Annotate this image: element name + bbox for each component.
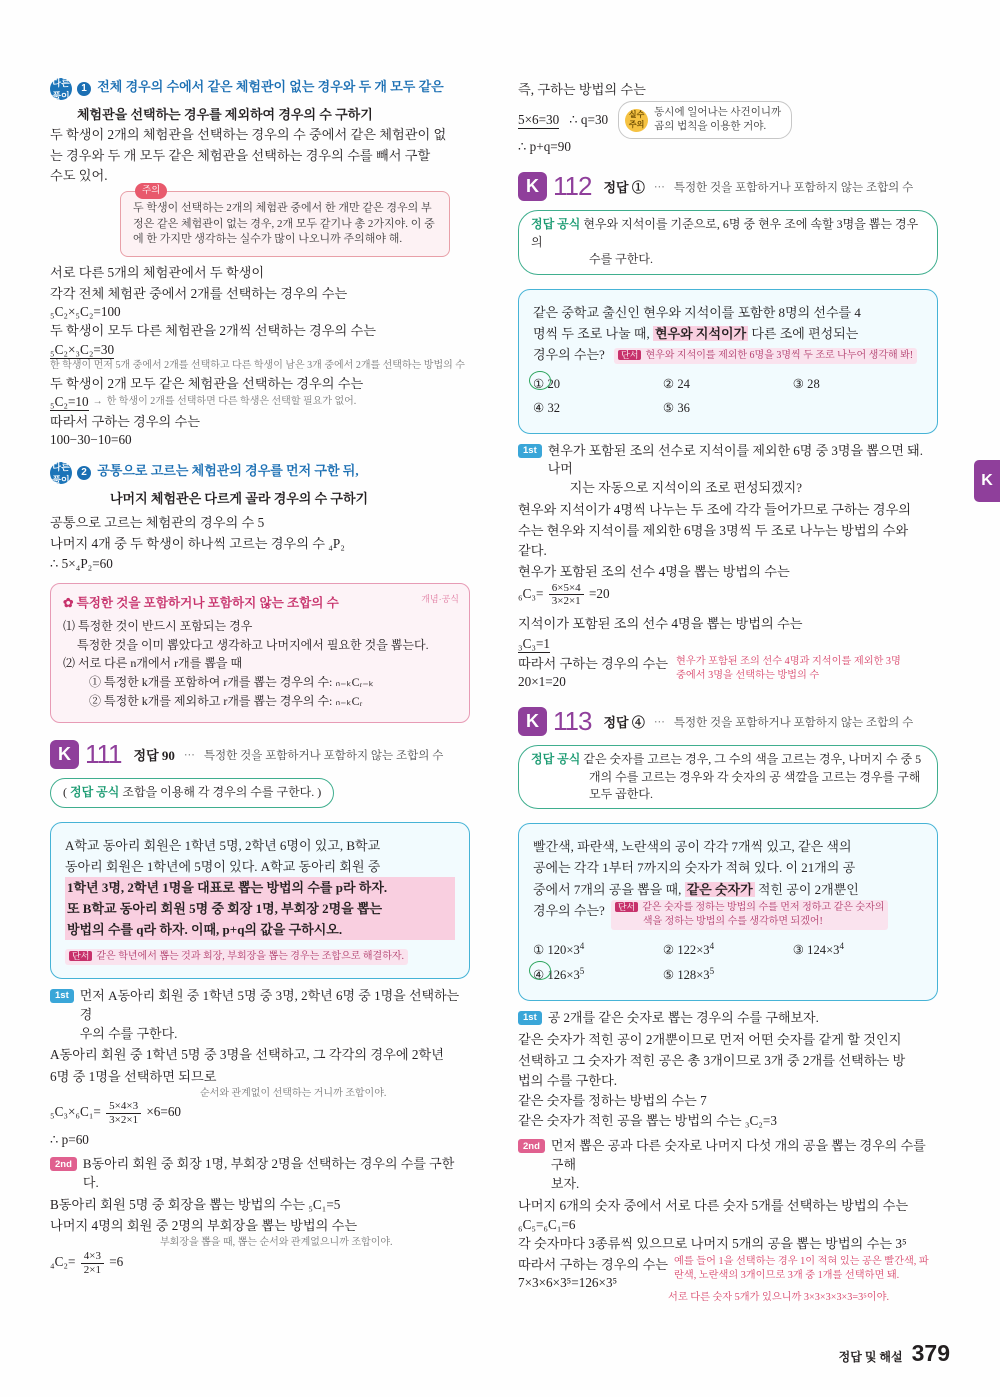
problem-112-header [518, 171, 938, 202]
clue-tag-113: 단서 [615, 902, 638, 912]
b112-2: 수는 현우와 지석이를 제외한 6명을 3명씩 두 조로 나누는 방법의 수와 [518, 523, 909, 539]
stmt113-line-4: 경우의 수는? 단서 같은 숫자를 정하는 방법의 수를 먼저 정하고 같은 숫자의 색을 정하는 방법의 수를 생각하면 되겠어! [533, 900, 923, 930]
problem-number: 111 [85, 739, 122, 770]
s1-line-1: A동아리 회원 중 1학년 5명 중 3명을 선택하고, 그 각각의 경우에 2학년 [50, 1047, 444, 1063]
problem-111-answer: 정답 90 [133, 748, 175, 764]
problem-topic-112: 특정한 것을 포함하거나 포함하지 않는 조합의 수 [673, 181, 914, 194]
note112-1: 현우가 포함된 조의 선수 4명과 지석이를 제외한 3명 [676, 656, 901, 668]
problem-112-statement [518, 289, 938, 434]
alt2-line-3: ∴ 5×₄P₂=60 [50, 556, 113, 572]
alt-solution-1-title-line1: 전체 경우의 수에서 같은 체험관이 없는 경우와 두 개 모두 같은 [97, 79, 444, 94]
alt-solution-1-header [50, 78, 470, 100]
concept-corner-label: 개념·공식 [421, 594, 459, 605]
problem-topic-113: 특정한 것을 포함하거나 포함하지 않는 조합의 수 [673, 716, 914, 729]
alt1-note-1: 한 학생이 먼저 5개 중에서 2개를 선택하고 다른 학생이 남은 3개 중에서 2개를 선택하는 방법의 수 [50, 360, 465, 372]
k-badge: K [50, 740, 79, 769]
k-badge-113: K [518, 707, 547, 736]
problem-111 [50, 739, 470, 1276]
m112-3: 20×1=20 [518, 674, 566, 690]
fraction-112: $\frac{6\times 5\times 4}{3\times 2\times 1}$ [549, 582, 584, 608]
problem-number-113: 113 [553, 706, 592, 737]
clue-tag: 단서 [69, 951, 92, 961]
choice113-1[interactable]: ① $120\times 3^4$ [533, 940, 585, 957]
concept-title: ✿ 특정한 것을 포함하거나 포함하지 않는 조합의 수 [63, 596, 339, 611]
problem-number-112: 112 [553, 171, 592, 202]
s2-note: 부회장을 뽑을 때, 뽑는 순서와 관계없으니까 조합이야. [160, 1237, 393, 1249]
s1-math: ₅C₃×₆C₁= $\frac{5\times 4\times 3}{3\times 2\times 1}$ ×6=60 [50, 1100, 182, 1126]
side-tab-k: K [974, 460, 1000, 502]
clue-111 [65, 945, 455, 966]
answer-value: 90 [161, 748, 175, 764]
m112-1: ₆C₃= $\frac{6\times 5\times 4}{3\times 2\times 1}$ =20 [518, 581, 610, 608]
caution-box [120, 185, 450, 256]
stmt113-line-2: 공에는 각각 1부터 7까지의 숫자가 적혀 있다. 이 21개의 공 [533, 860, 856, 876]
step-1-113-text: 공 2개를 같은 숫자로 뽑는 경우의 수를 구해보자. [547, 1009, 819, 1025]
m113-2: 7×3×6×3⁵=126×3⁵ [518, 1275, 618, 1291]
problem-113 [518, 706, 938, 1305]
stmt-line-4: 또 B학교 동아리 회원 5명 중 회장 1명, 부회장 2명을 뽑는 [65, 898, 455, 919]
b113-8: 따라서 구하는 경우의 수는 [518, 1257, 669, 1273]
right-column [518, 78, 938, 1305]
caution-tag: 주의 [135, 183, 167, 198]
step-2-111 [50, 1155, 470, 1193]
selected-marker [529, 371, 551, 390]
problem-111-statement [50, 822, 470, 979]
alt1-math-1: ₅C₂×₅C₂=100 [50, 303, 121, 319]
choice113-5[interactable]: ⑤ $128\times 3^5$ [662, 966, 715, 983]
concept-box [50, 583, 470, 723]
problem-113-header [518, 706, 938, 737]
dots-113: ⋯ [653, 716, 665, 729]
step-badge-113-2nd: 2nd [518, 1139, 545, 1153]
choice-4[interactable]: ④ 32 [533, 401, 561, 416]
b112-1: 현우와 지석이가 4명씩 나누는 두 조에 각각 들어가므로 구하는 경우의 [518, 502, 911, 518]
step-1-112-text: 현우가 포함된 조의 선수로 지석이를 제외한 6명 중 3명을 뽑으면 돼. 나머 지는 자동으로 지석이의 조로 편성되겠지? [547, 442, 923, 496]
dots: ⋯ [183, 749, 195, 762]
stmt-line-5: 방법의 수를 q라 하자. 이때, p+q의 값을 구하시오. [65, 919, 455, 940]
clue-text: 같은 학년에서 뽑는 것과 회장, 부회장을 뽑는 경우는 조합으로 해결하자. [96, 951, 405, 963]
choice-1[interactable]: ① 20 [533, 372, 663, 396]
clue-tag-112: 단서 [618, 350, 641, 360]
concept-line-4: ① 특정한 k개를 포함하여 r개를 뽑는 경우의 수: ₙ₋ₖCᵣ₋ₖ [89, 675, 374, 689]
s2-math: ₄C₂= $\frac{4\times 3}{2\times 1}$ =6 [50, 1249, 124, 1276]
right-top-block [518, 80, 938, 155]
step-2-text: B동아리 회원 중 회장 1명, 부회장 2명을 선택하는 경우의 수를 구한다. [82, 1156, 455, 1191]
alt2-line-2: 나머지 4개 중 두 학생이 하나씩 고르는 경우의 수 ₄P₂ [50, 535, 345, 551]
clue-text-113a: 같은 숫자를 정하는 방법의 수를 먼저 정하고 같은 숫자의 [642, 901, 885, 913]
concept-line-5: ② 특정한 k개를 제외하고 r개를 뽑는 경우의 수: ₙ₋ₖCᵣ [89, 693, 363, 708]
alt1-note-2: 한 학생이 2개를 선택하면 다른 학생은 선택할 필요가 없어. [106, 396, 357, 408]
page-footer [839, 1340, 950, 1367]
b113-1: 같은 숫자가 적힌 공이 2개뿐이므로 먼저 어떤 숫자를 같게 할 것인지 [518, 1031, 902, 1047]
step-badge-113-1st: 1st [518, 1011, 542, 1025]
s1-line-2: 6명 중 1명을 선택하면 되므로 [50, 1068, 217, 1084]
stmt112-line-1: 같은 중학교 출신인 현우와 지석이를 포함한 8명의 선수를 4 [533, 304, 861, 320]
fraction-2: $\frac{4\times 3}{2\times 1}$ [81, 1250, 104, 1276]
tip-bubble: 실수 주의 동시에 일어나는 사건이니까 곱의 법칙을 이용한 거야. [618, 101, 792, 139]
clue-text-113b: 색을 정하는 방법의 수를 생각하면 되겠어! [642, 915, 823, 927]
concept-line-3: ⑵ 서로 다른 n개에서 r개를 뽑을 때 [63, 656, 243, 671]
left-column [50, 78, 470, 1276]
problem-topic: 특정한 것을 포함하거나 포함하지 않는 조합의 수 [203, 749, 444, 762]
choices-112 [533, 372, 923, 421]
answer-formula-111: ( 정답 공식 조합을 이용해 각 경우의 수를 구한다. ) [50, 778, 334, 807]
problem-112-answer: 정답 ① [603, 180, 645, 196]
alt-solution-1-title [77, 78, 444, 96]
b113-5: 같은 숫자가 적힌 공을 뽑는 방법의 수는 ₃C₂=3 [518, 1113, 777, 1129]
alt1-note-2-arrow: → [92, 396, 103, 408]
right-top-math-3: ∴ p+q=90 [518, 139, 571, 155]
b112-6: 따라서 구하는 경우의 수는 [518, 656, 669, 672]
problem-112 [518, 171, 938, 690]
s1-result: ∴ p=60 [50, 1132, 89, 1148]
step-1-112 [518, 442, 938, 499]
step-2-113-text: 먼저 뽑은 공과 다른 숫자로 나머지 다섯 개의 공을 뽑는 경우의 수를 구해 보자. [550, 1138, 926, 1191]
concept-line-1: ⑴ 특정한 것이 반드시 포함되는 경우 [63, 619, 253, 634]
step-badge-1st: 1st [50, 989, 74, 1003]
problem-113-statement [518, 823, 938, 1000]
alt1-line-5: 따라서 구하는 경우의 수는 [50, 413, 201, 429]
alt-solution-icon-2: 다른 풀이 [50, 462, 72, 484]
flower-icon: ✿ [63, 596, 74, 611]
concept-line-2: 특정한 것을 이미 뽑았다고 생각하고 나머지에서 필요한 것을 뽑는다. [77, 637, 429, 652]
right-top-math-2: ∴ q=30 [569, 112, 609, 128]
caution-text: 두 학생이 선택하는 2개의 체험관 중에서 한 개만 같은 경우의 부정은 같은 체험관이 없는 경우, 2개 모두 같기나 총 2가지야. 이 중에 한 가지만 생각하는 실수가 많이 나오니까 주의해야 해. [133, 202, 435, 246]
choices-113 [533, 937, 923, 988]
choice-2[interactable]: ② 24 [662, 376, 690, 391]
step-badge-2nd: 2nd [50, 1157, 77, 1171]
caution-icon: 실수 주의 [625, 109, 648, 132]
footer-label: 정답 및 해설 [838, 1350, 903, 1364]
alt1-math-2: ₅C₂×₃C₂=30 [50, 342, 115, 358]
s1-note: 순서와 관계없이 선택하는 거니까 조합이야. [200, 1087, 387, 1099]
alt-solution-2 [50, 462, 470, 573]
answer-formula-112: 정답 공식 현우와 지석이를 기준으로, 6명 중 현우 조에 속할 3명을 뽑는 경우의 수를 구한다. [518, 210, 938, 274]
alt1-body-1: 두 학생이 2개의 체험관을 선택하는 경우의 수 중에서 같은 체험관이 없 [50, 127, 447, 142]
alt-solution-2-number: 2 [77, 466, 91, 480]
note113-3: 서로 다른 숫자 5개가 있으니까 3×3×3×3×3=3⁵이야. [668, 1292, 889, 1304]
answer-value-112: ① [631, 180, 645, 196]
b113-4: 같은 숫자를 정하는 방법의 수는 7 [518, 1092, 707, 1108]
choice-5[interactable]: ⑤ 36 [662, 401, 690, 416]
b112-5: 지석이가 포함된 조의 선수 4명을 뽑는 방법의 수는 [518, 615, 803, 631]
alt1-line-4: 두 학생이 2개 모두 같은 체험관을 선택하는 경우의 수는 [50, 375, 364, 391]
choice113-3[interactable]: ③ $124\times 3^4$ [792, 940, 844, 957]
choice113-4[interactable]: ④ $126\times 3^5$ [533, 962, 663, 988]
stmt113-line-3: 중에서 7개의 공을 뽑을 때, 같은 숫자가 적힌 공이 2개뿐인 [533, 881, 859, 897]
b113-3: 법의 수를 구한다. [518, 1072, 618, 1088]
alt1-math-3: ₅C₂=10 [50, 393, 89, 409]
alt-solution-1 [50, 78, 470, 448]
b113-7: 각 숫자마다 3종류씩 있으므로 나머지 5개의 공을 뽑는 방법의 수는 3⁵ [518, 1235, 907, 1251]
alt-solution-1-number: 1 [77, 82, 91, 96]
selected-marker-113 [529, 961, 551, 980]
step-1-111 [50, 987, 470, 1044]
clue-text-112: 현우와 지석이를 제외한 6명을 3명씩 두 조로 나누어 생각해 봐! [645, 350, 914, 362]
b113-2: 선택하고 그 숫자가 적힌 공은 총 3개이므로 3개 중 2개를 선택하는 방 [518, 1052, 906, 1068]
choice-3[interactable]: ③ 28 [792, 376, 820, 391]
stmt113-line-1: 빨간색, 파란색, 노란색의 공이 각각 7개씩 있고, 같은 색의 [533, 839, 852, 855]
answer-value-113: ④ [631, 715, 645, 731]
stmt112-line-3: 경우의 수는? 단서 현우와 지석이를 제외한 6명을 3명씩 두 조로 나누어 생각해 봐! [533, 344, 923, 365]
answer-formula-113: 정답 공식 같은 숫자를 고르는 경우, 그 수의 색을 고르는 경우, 나머지 수 중 5 개의 수를 고르는 경우와 각 숫자의 공 색깔을 고르는 경우를 구해 모두 곱한다. [518, 745, 938, 809]
stmt112-line-2: 명씩 두 조로 나눌 때, 현우와 지석이가 다른 조에 편성되는 [533, 325, 859, 341]
stmt-line-1: A학교 동아리 회원은 1학년 5명, 2학년 6명이 있고, B학교 [65, 837, 381, 853]
alt1-line-3: 두 학생이 모두 다른 체험관을 2개씩 선택하는 경우의 수는 [50, 322, 376, 338]
alt-solution-2-title [77, 462, 359, 480]
alt1-body-2: 는 경우와 두 개 모두 같은 체험관을 선택하는 경우의 수를 빼서 구할 [50, 148, 431, 164]
b113-6: 나머지 6개의 숫자 중에서 서로 다른 숫자 5개를 선택하는 방법의 수는 [518, 1197, 909, 1213]
right-top-math-1: 5×6=30 [518, 111, 560, 127]
step-2-113 [518, 1137, 938, 1194]
alt1-body-3: 수도 있어. [50, 168, 108, 184]
alt-solution-2-header [50, 462, 470, 484]
step-1-113 [518, 1009, 938, 1028]
note113-1: 예를 들어 1을 선택하는 경우 1이 적혀 있는 공은 빨간색, 파 [674, 1256, 929, 1268]
k-badge-112: K [518, 172, 547, 201]
page-number: 379 [911, 1340, 950, 1366]
b112-4: 현우가 포함된 조의 선수 4명을 뽑는 방법의 수는 [518, 563, 790, 579]
right-top-line-1: 즉, 구하는 방법의 수는 [518, 82, 646, 97]
note112-2: 중에서 3명을 선택하는 방법의 수 [676, 669, 820, 681]
m112-2: ₃C₃=1 [518, 636, 551, 652]
alt1-math-4: 100−30−10=60 [50, 431, 132, 447]
step-1-text: 먼저 A동아리 회원 중 1학년 5명 중 3명, 2학년 6명 중 1명을 선택하는 경 우의 수를 구한다. [79, 987, 460, 1041]
alt-solution-2-title-line2: 나머지 체험관은 다르게 골라 경우의 수 구하기 [110, 490, 369, 506]
alt-solution-icon: 다른 풀이 [50, 78, 72, 100]
stmt-line-2: 동아리 회원은 1학년에 5명이 있다. A학교 동아리 회원 중 [65, 858, 381, 874]
alt1-line-1: 서로 다른 5개의 체험관에서 두 학생이 [50, 264, 265, 280]
s2-line-2: 나머지 4명의 회원 중 2명의 부회장을 뽑는 방법의 수는 [50, 1218, 358, 1234]
alt-solution-1-title-line2: 체험관을 선택하는 경우를 제외하여 경우의 수 구하기 [77, 107, 373, 122]
b112-3: 같다. [518, 543, 547, 559]
dots-112: ⋯ [653, 181, 665, 194]
problem-111-header [50, 739, 470, 770]
step-badge-112-1st: 1st [518, 444, 542, 458]
note113-2: 란색, 노란색의 3개이므로 3개 중 1개를 선택하면 돼. [674, 1269, 900, 1281]
problem-113-answer: 정답 ④ [603, 715, 645, 731]
s2-line-1: B동아리 회원 5명 중 회장을 뽑는 방법의 수는 ₅C₁=5 [50, 1197, 341, 1213]
alt-solution-2-title-line1: 공통으로 고르는 체험관의 경우를 먼저 구한 뒤, [97, 462, 359, 478]
fraction-1: $\frac{5\times 4\times 3}{3\times 2\times 1}$ [106, 1100, 141, 1126]
stmt-line-3: 1학년 3명, 2학년 1명을 대표로 뽑는 방법의 수를 p라 하자. [65, 877, 455, 898]
alt2-line-1: 공통으로 고르는 체험관의 경우의 수 5 [50, 514, 265, 530]
m113-1: ₆C₅=₆C₁=6 [518, 1216, 576, 1232]
alt1-line-2: 각각 전체 체험관 중에서 2개를 선택하는 경우의 수는 [50, 285, 348, 301]
choice113-2[interactable]: ② $122\times 3^4$ [662, 940, 715, 957]
